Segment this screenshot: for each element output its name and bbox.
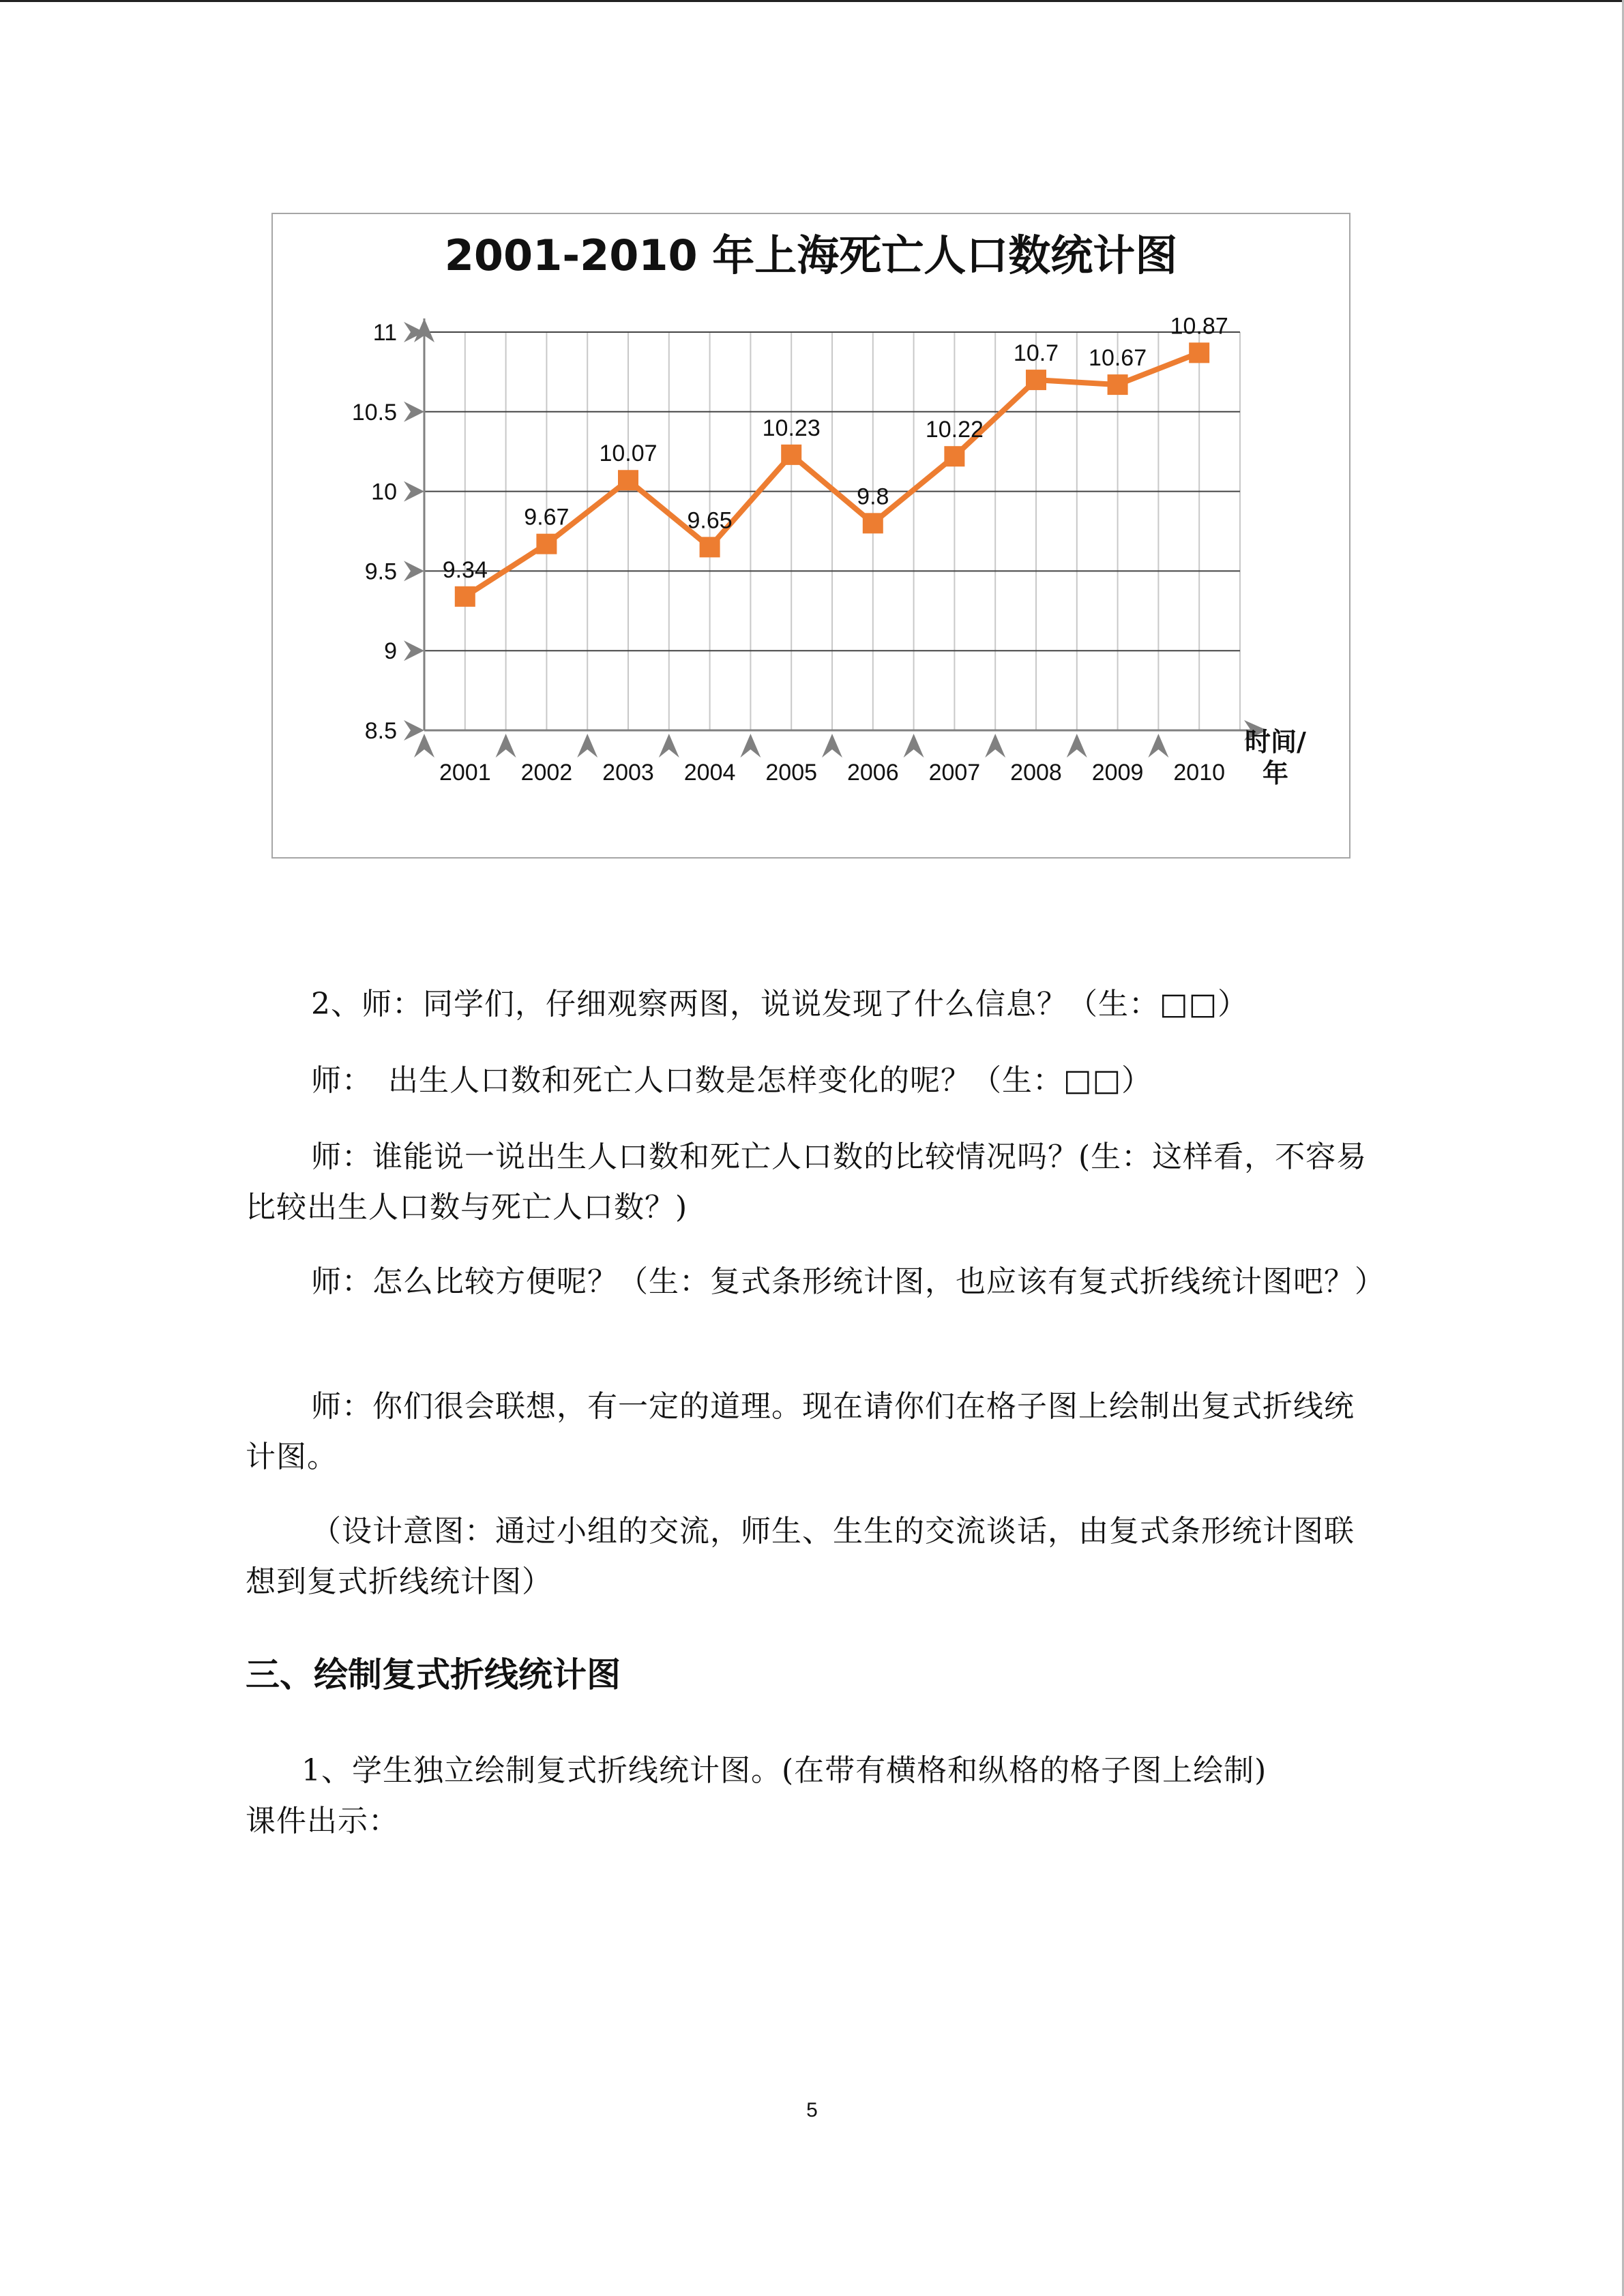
x-tick-arrow <box>1148 734 1168 758</box>
x-tick-label: 2007 <box>928 760 981 786</box>
y-tick-label: 8.5 <box>364 718 397 744</box>
x-tick-label: 2006 <box>846 760 899 786</box>
x-tick-arrow <box>985 734 1005 758</box>
y-tick-arrow <box>404 720 424 741</box>
data-point <box>618 470 638 490</box>
data-label: 10.07 <box>599 441 658 467</box>
data-point <box>1108 374 1128 395</box>
data-label: 9.34 <box>442 556 488 583</box>
x-tick-label: 2004 <box>683 760 736 786</box>
x-tick-arrow <box>414 734 434 758</box>
y-tick-label: 9.5 <box>364 558 397 585</box>
data-point <box>1189 342 1209 363</box>
x-axis-label: 时间/年 <box>1245 727 1306 788</box>
data-label: 10.87 <box>1170 313 1228 340</box>
chart-axes <box>404 318 1267 758</box>
paragraph-6: （设计意图：通过小组的交流，师生、生生的交流谈话，由复式条形统计图联想到复式折线统计图） <box>246 1514 1355 1599</box>
y-tick-arrow <box>404 402 424 422</box>
data-label: 10.67 <box>1089 345 1147 372</box>
y-tick-label: 10 <box>371 479 397 505</box>
y-tick-arrow <box>404 481 424 502</box>
x-tick-arrow <box>577 734 597 758</box>
x-tick-label: 2005 <box>765 760 818 786</box>
chart-svg <box>273 214 1349 857</box>
paragraph-2: 师： 出生人口数和死亡人口数是怎样变化的呢？（生：□□） <box>311 1063 1153 1098</box>
paragraph-1: 2、师：同学们，仔细观察两图，说说发现了什么信息？（生：□□） <box>311 987 1249 1022</box>
x-tick-label: 2002 <box>520 760 573 786</box>
death-population-chart <box>271 213 1350 859</box>
data-point <box>455 586 475 607</box>
x-tick-label: 2008 <box>1010 760 1062 786</box>
x-tick-arrow <box>659 734 679 758</box>
y-tick-label: 11 <box>372 320 397 346</box>
data-point <box>944 446 964 466</box>
step-text-2: 课件出示： <box>246 1804 399 1838</box>
section-heading: 三、绘制复式折线统计图 <box>246 1655 621 1695</box>
page-number: 5 <box>806 2099 818 2121</box>
paragraph-4: 师：怎么比较方便呢？（生：复式条形统计图，也应该有复式折线统计图吧？） <box>311 1264 1385 1299</box>
paragraph-3: 师：谁能说一说出生人口数和死亡人口数的比较情况吗？(生：这样看，不容易比较出生人口数与死亡人口数？) <box>246 1139 1368 1225</box>
x-tick-label: 2009 <box>1091 760 1144 786</box>
data-label: 10.7 <box>1013 340 1059 367</box>
x-tick-label: 2001 <box>439 760 491 786</box>
x-tick-arrow <box>1067 734 1087 758</box>
data-label: 9.65 <box>687 507 733 534</box>
data-label: 9.8 <box>857 483 889 510</box>
page-top-border <box>0 0 1624 2</box>
x-tick-arrow <box>904 734 924 758</box>
y-tick-label: 9 <box>384 638 397 665</box>
data-label: 10.23 <box>762 415 821 441</box>
paragraph-5: 师：你们很会联想，有一定的道理。现在请你们在格子图上绘制出复式折线统计图。 <box>246 1389 1355 1474</box>
data-point <box>781 445 801 465</box>
chart-title: 2001-2010 年上海死亡人口数统计图 <box>444 230 1178 280</box>
x-tick-arrow <box>740 734 761 758</box>
data-point <box>863 513 883 533</box>
x-tick-arrow <box>822 734 842 758</box>
data-point <box>536 534 557 554</box>
data-label: 10.22 <box>925 417 984 443</box>
y-tick-arrow <box>404 640 424 661</box>
x-tick-label: 2003 <box>602 760 654 786</box>
x-tick-label: 2010 <box>1173 760 1226 786</box>
x-tick-arrow <box>496 734 516 758</box>
data-point <box>700 537 720 557</box>
data-point <box>1026 370 1046 390</box>
y-tick-arrow <box>404 561 424 581</box>
step-text: 1、学生独立绘制复式折线统计图。(在带有横格和纵格的格子图上绘制) <box>301 1753 1267 1788</box>
y-tick-label: 10.5 <box>351 399 397 426</box>
data-label: 9.67 <box>524 504 570 531</box>
chart-labels <box>352 313 1306 788</box>
